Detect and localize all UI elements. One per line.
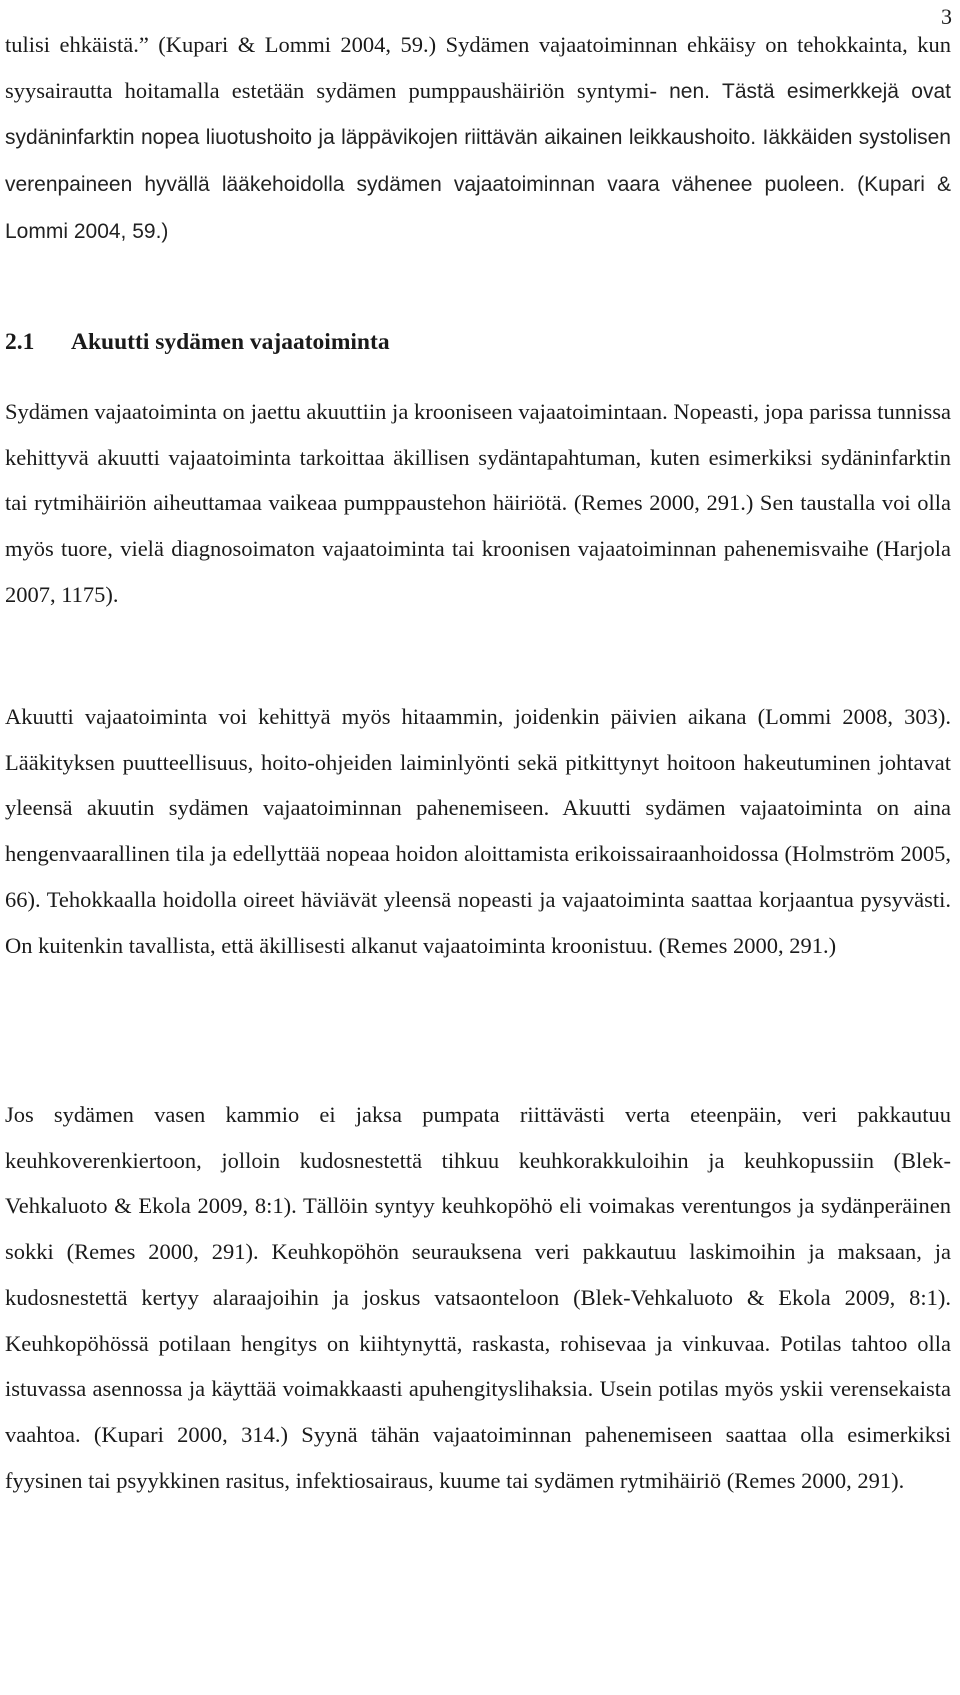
intro-text-serif: tulisi ehkäistä.” (Kupari & Lommi 2004, 59.) Sydämen vajaatoiminnan ehkäisy on tehokkainta, kun syysairautta hoitamalla estetään sydämen pumppaushäiriön syntymi- <box>5 32 951 103</box>
intro-text-sans: nen. Tästä esimerkkejä ovat sydäninfarktin nopea liuotushoito ja läppävikojen riittävän aikainen leikkaushoito. Iäkkäiden systolisen verenpaineen hyvällä lääkehoidolla sydämen vajaatoiminnan vaara vähenee puoleen. (Kupari & Lommi 2004, 59.) <box>5 79 951 243</box>
body-paragraph: Jos sydämen vasen kammio ei jaksa pumpata riittävästi verta eteenpäin, veri pakkautuu keuhkoverenkiertoon, jolloin kudosnestettä tihkuu keuhkorakkuloihin ja keuhkopussiin (Blek-Vehkaluoto & Ekola 2009, 8:1). Tällöin syntyy keuhkopöhö eli voimakas verentungos ja sydänperäinen sokki (Remes 2000, 291). Keuhkopöhön seurauksena veri pakkautuu laskimoihin ja maksaan, ja kudosnestettä kertyy alaraajoihin ja joskus vatsaonteloon (Blek-Vehkaluoto & Ekola 2009, 8:1). Keuhkopöhössä potilaan hengitys on kiihtynyttä, raskasta, rohisevaa ja vinkuvaa. Potilas tahtoo olla istuvassa asennossa ja käyttää voimakkaasti apuhengityslihaksia. Usein potilas myös yskii verensekaista vaahtoa. (Kupari 2000, 314.) Syynä tähän vajaatoiminnan pahenemiseen saattaa olla esimerkiksi fyysinen tai psyykkinen rasitus, infektiosairaus, kuume tai sydämen rytmihäiriö (Remes 2000, 291). <box>5 1102 951 1493</box>
body-paragraph: Sydämen vajaatoiminta on jaettu akuuttiin ja krooniseen vajaatoimintaan. Nopeasti, jopa parissa tunnissa kehittyvä akuutti vajaatoiminta tarkoittaa äkillisen sydäntapahtuman, kuten esimerkiksi sydäninfarktin tai rytmihäiriön aiheuttamaa vaikeaa pumppaustehon häiriötä. (Remes 2000, 291.) Sen taustalla voi olla myös tuore, vielä diagnosoimaton vajaatoiminta tai kroonisen vajaatoiminnan pahenemisvaihe (Harjola 2007, 1175). <box>5 399 951 607</box>
page-number: 3 <box>941 4 952 29</box>
intro-paragraph <box>5 22 951 255</box>
section-heading <box>5 327 390 357</box>
section-number: 2.1 <box>5 329 35 355</box>
section-title: Akuutti sydämen vajaatoiminta <box>71 329 390 355</box>
body-paragraph: Akuutti vajaatoiminta voi kehittyä myös hitaammin, joidenkin päivien aikana (Lommi 2008, 303). Lääkityksen puutteellisuus, hoito-ohjeiden laiminlyönti sekä pitkittynyt hoitoon hakeutuminen johtavat yleensä akuutin sydämen vajaatoiminnan pahenemiseen. Akuutti sydämen vajaatoiminta on aina hengenvaarallinen tila ja edellyttää nopeaa hoidon aloittamista erikoissairaanhoidossa (Holmström 2005, 66). Tehokkaalla hoidolla oireet häviävät yleensä nopeasti ja vajaatoiminta saattaa korjaantua pysyvästi. On kuitenkin tavallista, että äkillisesti alkanut vajaatoiminta kroonistuu. (Remes 2000, 291.) <box>5 704 951 958</box>
